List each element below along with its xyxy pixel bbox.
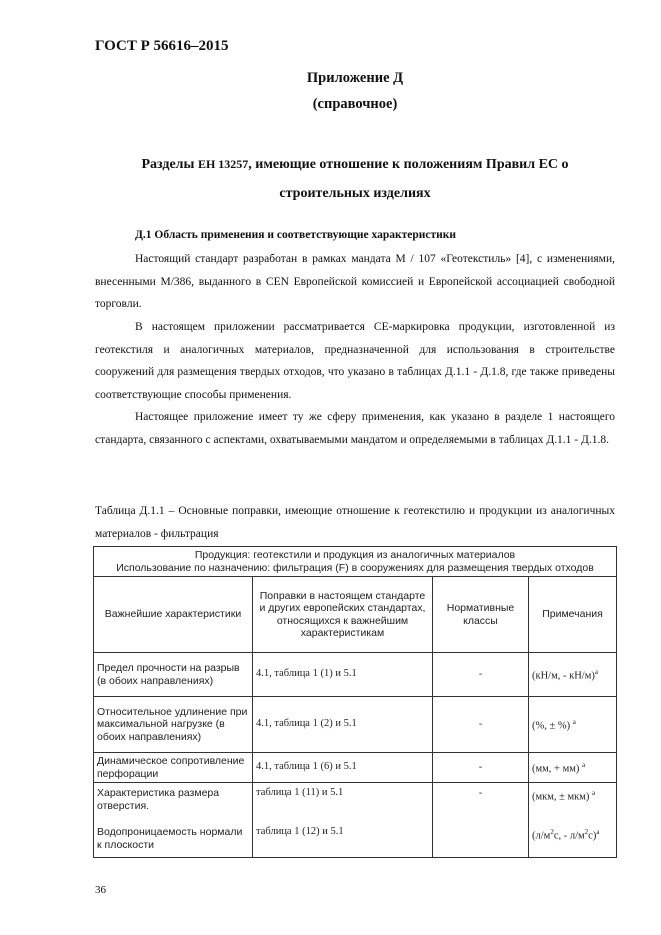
row-class: - — [433, 697, 529, 753]
note-text: (кН/м, - кН/м) — [532, 670, 595, 682]
note-pore-size — [532, 787, 613, 804]
table-header-row — [94, 577, 617, 653]
row-reference: 4.1, таблица 1 (6) и 5.1 — [253, 753, 433, 783]
col-header-amendments: Поправки в настоящем стандарте и других европейских стандартах, относящихся к важнейшим характеристикам — [253, 577, 433, 653]
note-text: (%, ± %) — [532, 720, 571, 732]
row-characteristic — [94, 783, 253, 858]
char-pore-size: Характеристика размера отверстия. — [97, 787, 220, 812]
table-caption: Таблица Д.1.1 – Основные поправки, имеющие отношение к геотекстилю и продукции из аналогичных материалов - фильтрация — [95, 505, 615, 540]
row-reference: 4.1, таблица 1 (2) и 5.1 — [253, 697, 433, 753]
appendix-subtitle: (справочное) — [312, 96, 398, 112]
note-water-permeability — [532, 826, 613, 843]
row-class: - — [433, 783, 529, 858]
note-text-a: (л/м — [532, 830, 551, 842]
row-characteristic: Относительное удлинение при максимальной нагрузке (в обоих направлениях) — [94, 697, 253, 753]
ref-pore-size: таблица 1 (11) и 5.1 — [256, 787, 344, 798]
row-reference: 4.1, таблица 1 (1) и 5.1 — [253, 653, 433, 697]
paragraph-1: Настоящий стандарт разработан в рамках мандата М / 107 «Геотекстиль» [4], с изменениями, внесенными М/386, выданного в CEN Европейской комиссией и Европейской ассоциацией свободной торговли. — [95, 253, 615, 310]
table-banner — [94, 547, 617, 577]
row-note — [529, 653, 617, 697]
row-class: - — [433, 753, 529, 783]
section-title-standard: ЕН 13257 — [197, 157, 249, 171]
section-title-part1: Разделы — [141, 157, 198, 172]
section-title — [95, 150, 615, 208]
banner-line-2: Использование по назначению: фильтрация (F) в сооружениях для размещения твердых отходов — [116, 561, 594, 574]
col-header-characteristics: Важнейшие характеристики — [94, 577, 253, 653]
superscript-2b: 2 — [584, 828, 589, 836]
banner-line-1: Продукция: геотекстили и продукция из аналогичных материалов — [194, 549, 516, 561]
col-header-classes: Нормативные классы — [433, 577, 529, 653]
standard-header: ГОСТ Р 56616–2015 — [95, 38, 229, 54]
row-note — [529, 783, 617, 858]
note-footnote-mark: a — [596, 828, 600, 836]
row-characteristic: Предел прочности на разрыв (в обоих направлениях) — [94, 653, 253, 697]
row-note — [529, 697, 617, 753]
note-footnote-mark: a — [582, 761, 586, 769]
note-text: (мкм, ± мкм) — [532, 791, 590, 803]
table-row — [94, 653, 617, 697]
paragraph-3: Настоящее приложение имеет ту же сферу применения, как указано в разделе 1 настоящего стандарта, связанного с аспектами, охватываемыми мандатом и определяемыми в таблицах Д.1.1 - Д.1.8. — [95, 411, 615, 446]
note-text: (мм, + мм) — [532, 763, 580, 775]
characteristics-table — [93, 546, 617, 858]
table-banner-row — [94, 547, 617, 577]
note-text-b: с, - л/м — [553, 830, 585, 842]
appendix-title: Приложение Д — [306, 70, 404, 86]
section-title-part2: , имеющие отношение к положениям Правил ЕС о строительных изделиях — [248, 157, 569, 201]
table-row — [94, 697, 617, 753]
d1-heading: Д.1 Область применения и соответствующие характеристики — [135, 229, 457, 241]
page-number: 36 — [95, 884, 106, 896]
paragraph-2: В настоящем приложении рассматривается СЕ-маркировка продукции, изготовленной из геотекстиля и аналогичных материалов, предназначенной для использования в строительстве сооружений для размещения твердых отходов, что указано в таблицах Д.1.1 - Д.1.8, где также приведены соответствующие способы применения. — [95, 321, 615, 401]
ref-water-permeability: таблица 1 (12) и 5.1 — [256, 825, 344, 837]
note-footnote-mark: a — [572, 718, 576, 726]
table-row — [94, 753, 617, 783]
table-row — [94, 783, 617, 858]
row-note — [529, 753, 617, 783]
note-footnote-mark: a — [592, 789, 596, 797]
note-text-c: с) — [588, 830, 597, 842]
char-water-permeability: Водопроницаемость нормали к плоскости — [97, 826, 243, 851]
row-class: - — [433, 653, 529, 697]
note-footnote-mark: a — [594, 668, 598, 676]
col-header-notes: Примечания — [529, 577, 617, 653]
superscript-2a: 2 — [550, 828, 554, 836]
row-reference — [253, 783, 433, 858]
row-characteristic: Динамическое сопротивление перфорации — [94, 753, 253, 783]
